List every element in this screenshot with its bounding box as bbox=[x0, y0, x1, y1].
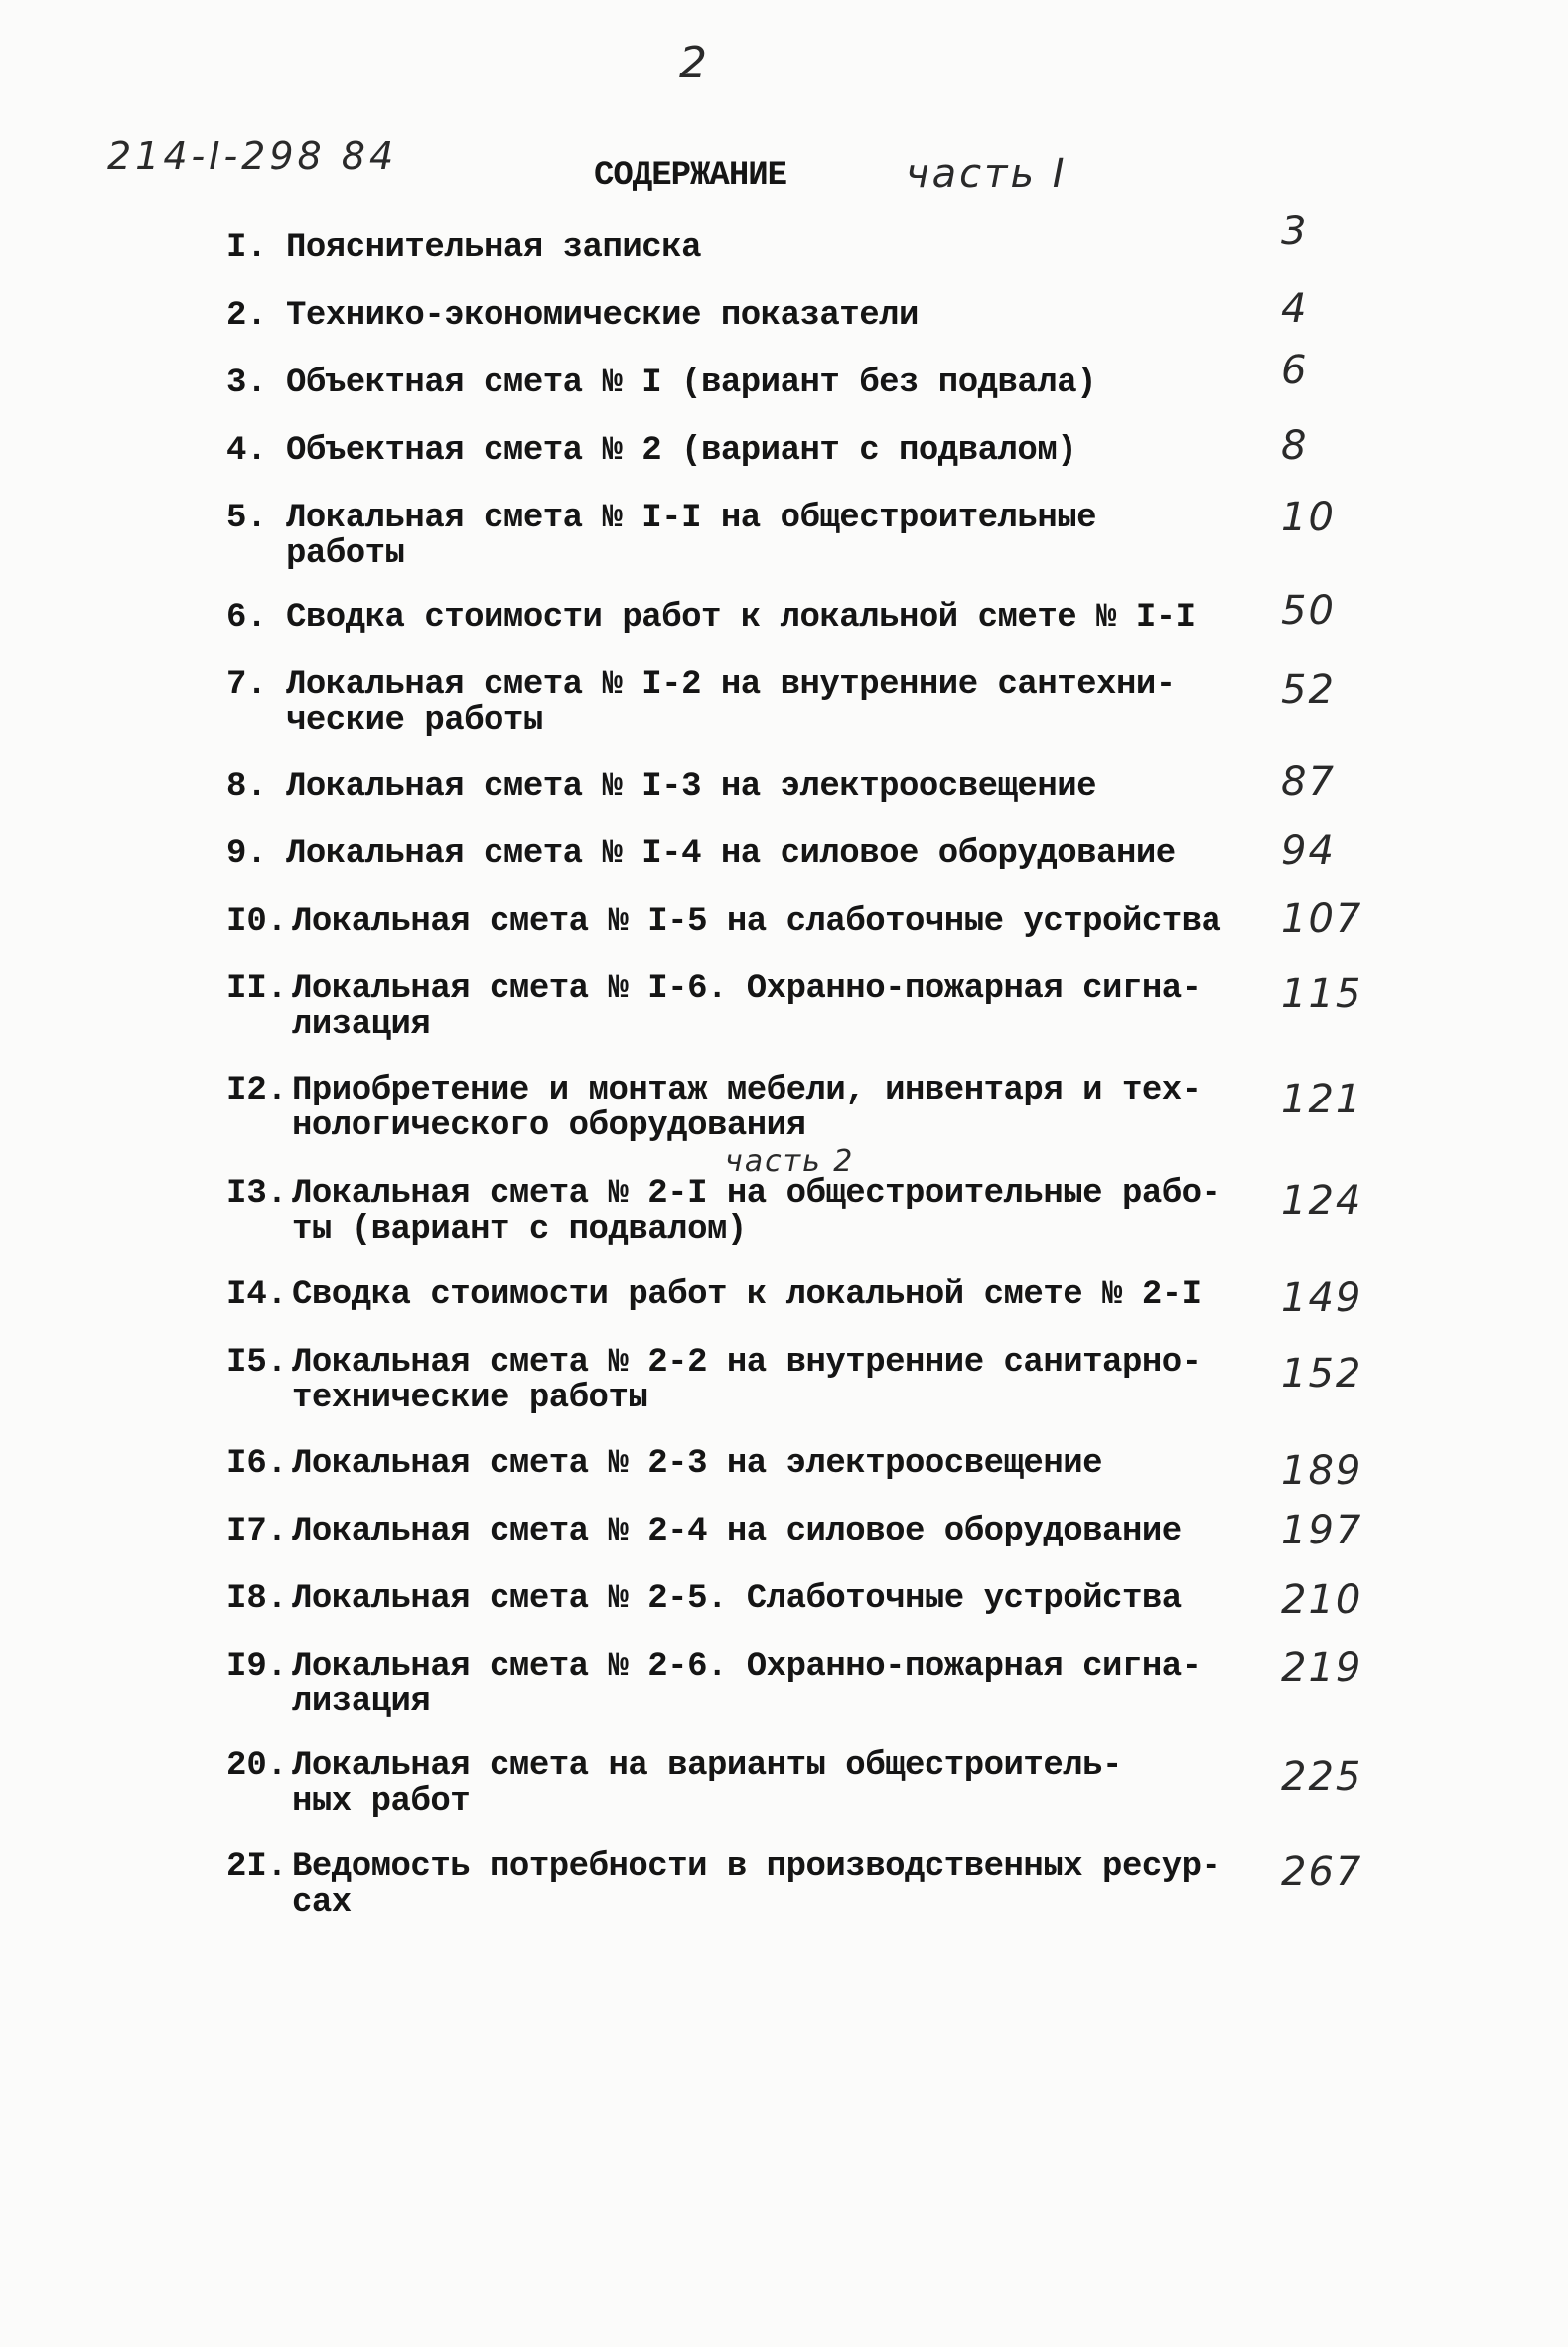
entry-page-number: 10 bbox=[1281, 495, 1336, 540]
entry-number: I8. bbox=[226, 1580, 288, 1618]
entry-title: Локальная смета на варианты общестроитель- ных работ bbox=[292, 1747, 1122, 1821]
entry-number: I0. bbox=[226, 903, 288, 941]
entry-title: Локальная смета № 2-6. Охранно-пожарная сигна- лизация bbox=[292, 1648, 1202, 1721]
entry-number: 8. bbox=[226, 768, 267, 806]
entry-page-number: 197 bbox=[1281, 1508, 1363, 1553]
entry-page-number: 87 bbox=[1281, 759, 1336, 805]
page-number: 2 bbox=[679, 38, 709, 88]
entry-page-number: 4 bbox=[1281, 286, 1309, 332]
entry-number: 7. bbox=[226, 666, 267, 704]
entry-title: Сводка стоимости работ к локальной смете № 2-I bbox=[292, 1276, 1202, 1314]
entry-page-number: 189 bbox=[1281, 1448, 1363, 1494]
entry-number: 9. bbox=[226, 835, 267, 873]
entry-number: I3. bbox=[226, 1175, 288, 1213]
entry-title: Локальная смета № 2-5. Слаботочные устройства bbox=[292, 1580, 1182, 1618]
entry-number: 2I. bbox=[226, 1848, 288, 1886]
entry-page-number: 219 bbox=[1281, 1645, 1363, 1690]
part-two-label: часть 2 bbox=[725, 1144, 855, 1179]
entry-number: I2. bbox=[226, 1072, 288, 1109]
entry-title: Локальная смета № 2-3 на электроосвещение bbox=[292, 1445, 1103, 1483]
entry-page-number: 124 bbox=[1281, 1178, 1363, 1224]
entry-page-number: 225 bbox=[1281, 1754, 1363, 1800]
entry-number: I9. bbox=[226, 1648, 288, 1686]
entry-page-number: 152 bbox=[1281, 1351, 1363, 1396]
entry-title: Локальная смета № 2-2 на внутренние санитарно- технические работы bbox=[292, 1344, 1202, 1417]
entry-title: Объектная смета № I (вариант без подвала) bbox=[286, 365, 1097, 402]
entry-number: 5. bbox=[226, 500, 267, 537]
entry-page-number: 8 bbox=[1281, 423, 1309, 469]
entry-page-number: 94 bbox=[1281, 828, 1336, 874]
entry-page-number: 121 bbox=[1281, 1077, 1363, 1122]
entry-title: Локальная смета № I-3 на электроосвещение bbox=[286, 768, 1097, 806]
entry-page-number: 115 bbox=[1281, 971, 1363, 1017]
entry-title: Сводка стоимости работ к локальной смете № I-I bbox=[286, 599, 1196, 637]
entry-number: II. bbox=[226, 970, 288, 1008]
entry-title: Приобретение и монтаж мебели, инвентаря и тех- нологического оборудования bbox=[292, 1072, 1202, 1145]
entry-title: Объектная смета № 2 (вариант с подвалом) bbox=[286, 432, 1077, 470]
entry-page-number: 107 bbox=[1281, 896, 1363, 942]
entry-number: 3. bbox=[226, 365, 267, 402]
document-code: 214-I-298 84 bbox=[107, 134, 398, 178]
entry-page-number: 50 bbox=[1281, 588, 1336, 634]
entry-page-number: 210 bbox=[1281, 1577, 1363, 1623]
entry-title: Локальная смета № I-2 на внутренние сантехни- ческие работы bbox=[286, 666, 1176, 740]
contents-heading: СОДЕРЖАНИЕ bbox=[594, 157, 787, 195]
entry-page-number: 6 bbox=[1281, 348, 1309, 393]
entry-number: 2. bbox=[226, 297, 267, 335]
entry-number: I4. bbox=[226, 1276, 288, 1314]
entry-page-number: 267 bbox=[1281, 1849, 1363, 1895]
entry-title: Локальная смета № I-5 на слаботочные устройства bbox=[292, 903, 1221, 941]
entry-title: Ведомость потребности в производственных ресур- сах bbox=[292, 1848, 1221, 1922]
entry-number: I5. bbox=[226, 1344, 288, 1382]
entry-title: Локальная смета № 2-4 на силовое оборудование bbox=[292, 1513, 1182, 1550]
entry-number: 20. bbox=[226, 1747, 288, 1785]
entry-title: Пояснительная записка bbox=[286, 229, 701, 267]
entry-page-number: 149 bbox=[1281, 1275, 1363, 1321]
entry-title: Локальная смета № I-6. Охранно-пожарная сигна- лизация bbox=[292, 970, 1202, 1044]
entry-number: I. bbox=[226, 229, 267, 267]
entry-page-number: 3 bbox=[1281, 209, 1309, 254]
entry-title: Технико-экономические показатели bbox=[286, 297, 919, 335]
entry-title: Локальная смета № I-I на общестроительные работы bbox=[286, 500, 1097, 573]
entry-number: 4. bbox=[226, 432, 267, 470]
entry-number: 6. bbox=[226, 599, 267, 637]
entry-page-number: 52 bbox=[1281, 667, 1336, 713]
part-one-label: часть I bbox=[906, 151, 1068, 197]
entry-title: Локальная смета № 2-I на общестроительные рабо- ты (вариант с подвалом) bbox=[292, 1175, 1221, 1248]
entry-number: I6. bbox=[226, 1445, 288, 1483]
entry-number: I7. bbox=[226, 1513, 288, 1550]
entry-title: Локальная смета № I-4 на силовое оборудование bbox=[286, 835, 1176, 873]
